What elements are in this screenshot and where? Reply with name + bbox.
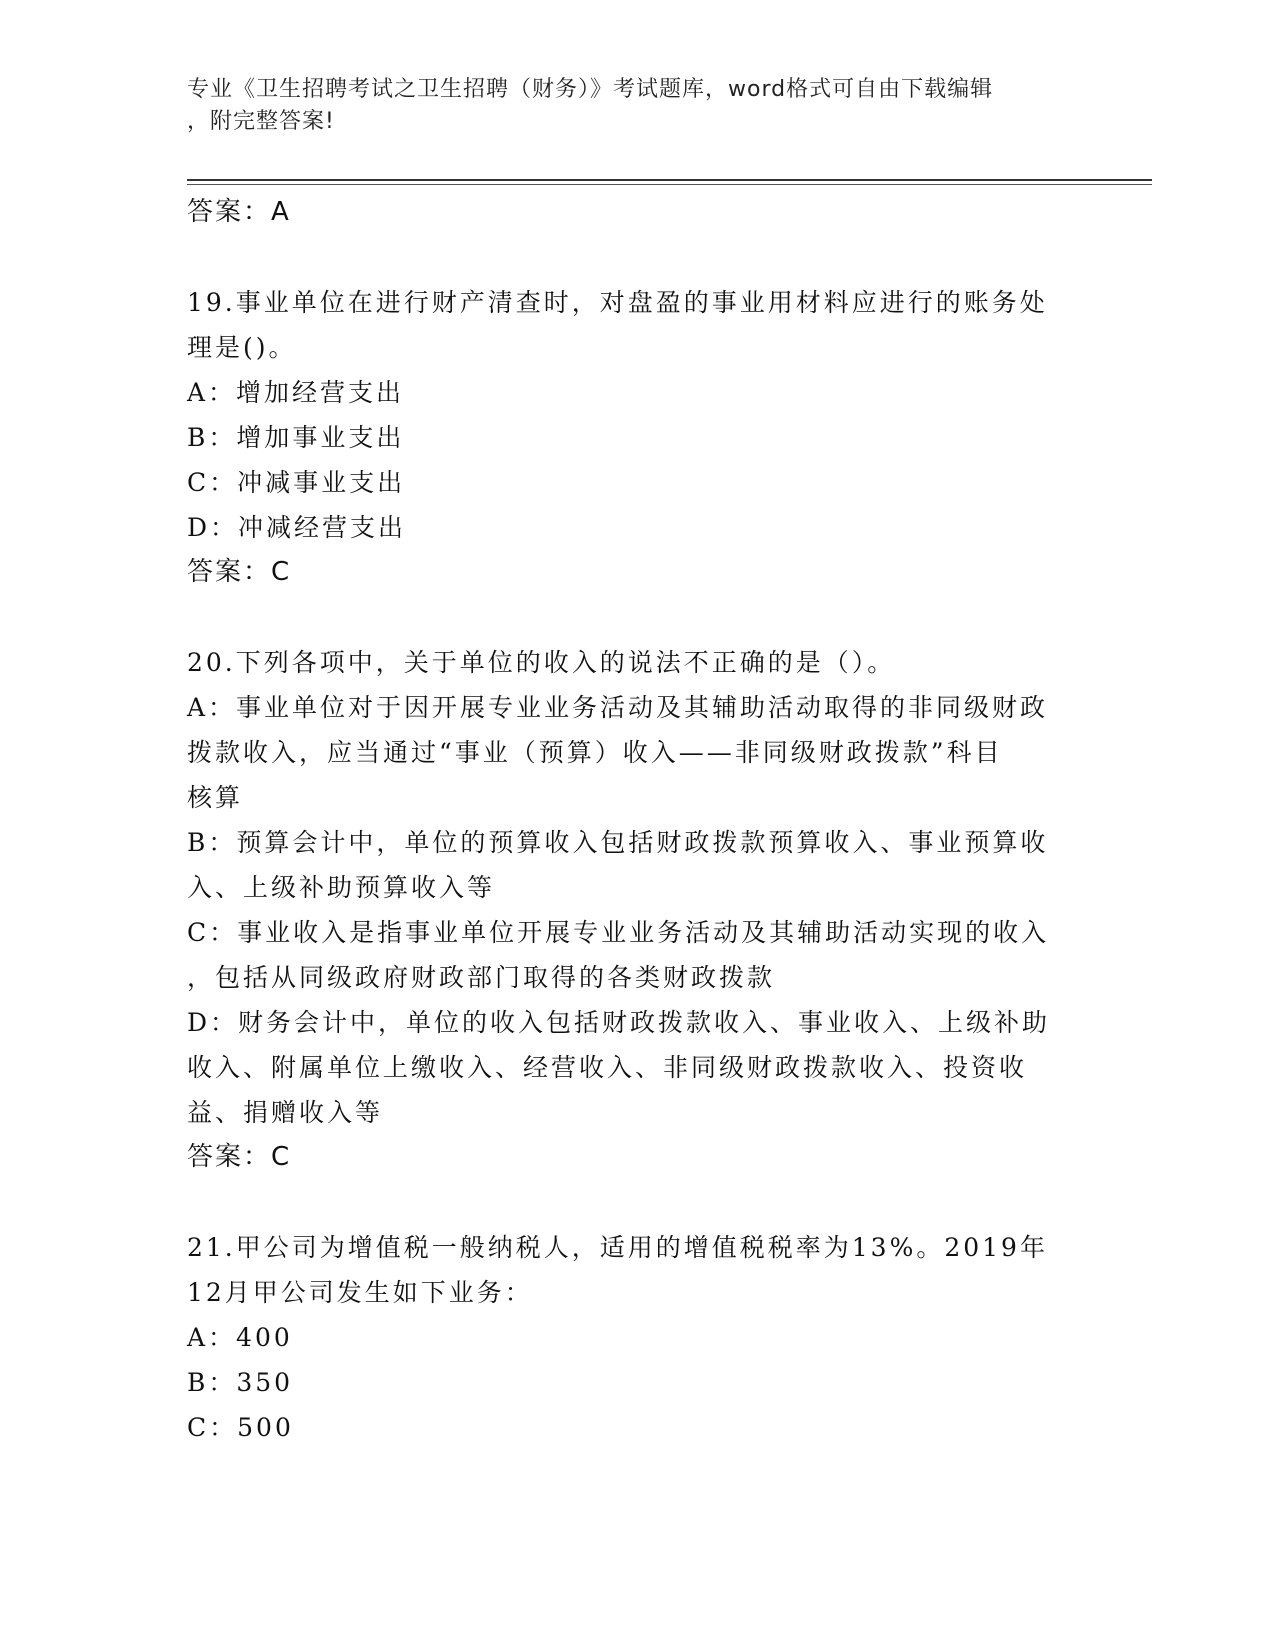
previous-answer: 答案：A <box>187 197 291 227</box>
header-line-2: ，附完整答案! <box>187 109 335 134</box>
option-a: A：400 <box>187 1323 293 1352</box>
answer: 答案：C <box>187 557 292 587</box>
option-d: D：冲减经营支出 <box>187 513 407 542</box>
option-c: C：事业收入是指事业单位开展专业业务活动及其辅助活动实现的收入 <box>187 918 1050 947</box>
question-stem-line: 21.甲公司为增值税一般纳税人，适用的增值税税率为13%。2019年 <box>187 1233 1048 1262</box>
option-a-continued: 拨款收入，应当通过“事业（预算）收入——非同级财政拨款”科目 <box>187 738 1003 767</box>
header-divider <box>187 179 1152 181</box>
option-a: A：增加经营支出 <box>187 378 405 407</box>
option-d-continued: 收入、附属单位上缴收入、经营收入、非同级财政拨款收入、投资收 <box>187 1053 1028 1082</box>
spacer <box>187 1180 1147 1225</box>
option-a: A：事业单位对于因开展专业业务活动及其辅助活动取得的非同级财政 <box>187 693 1049 722</box>
question-stem-line: 12月甲公司发生如下业务： <box>187 1278 533 1307</box>
option-c: C：冲减事业支出 <box>187 468 406 497</box>
answer: 答案：C <box>187 1142 292 1172</box>
spacer <box>187 235 1147 280</box>
option-d: D：财务会计中，单位的收入包括财政拨款收入、事业收入、上级补助 <box>187 1008 1051 1037</box>
option-b: B：增加事业支出 <box>187 423 405 452</box>
question-20 <box>187 640 1147 1180</box>
question-21 <box>187 1225 1147 1450</box>
question-stem-line: 理是()。 <box>187 333 297 362</box>
spacer <box>187 595 1147 640</box>
option-d-continued: 益、捐赠收入等 <box>187 1098 384 1127</box>
option-a-continued: 核算 <box>187 783 244 812</box>
question-list <box>187 190 1147 1450</box>
question-stem-line: 20.下列各项中，关于单位的收入的说法不正确的是（）。 <box>187 648 896 677</box>
header-line-1: 专业《卫生招聘考试之卫生招聘（财务）》考试题库，word格式可自由下载编辑 <box>187 77 994 102</box>
page-header <box>187 74 1067 138</box>
option-b: B：350 <box>187 1368 294 1397</box>
question-19 <box>187 280 1147 595</box>
option-b-continued: 入、上级补助预算收入等 <box>187 873 496 902</box>
question-stem-line: 19.事业单位在进行财产清查时，对盘盈的事业用材料应进行的账务处 <box>187 288 1048 317</box>
option-c: C：500 <box>187 1413 294 1442</box>
header-divider-thin <box>187 184 1152 185</box>
option-c-continued: ，包括从同级政府财政部门取得的各类财政拨款 <box>187 963 776 992</box>
option-b: B：预算会计中，单位的预算收入包括财政拨款预算收入、事业预算收 <box>187 828 1049 857</box>
